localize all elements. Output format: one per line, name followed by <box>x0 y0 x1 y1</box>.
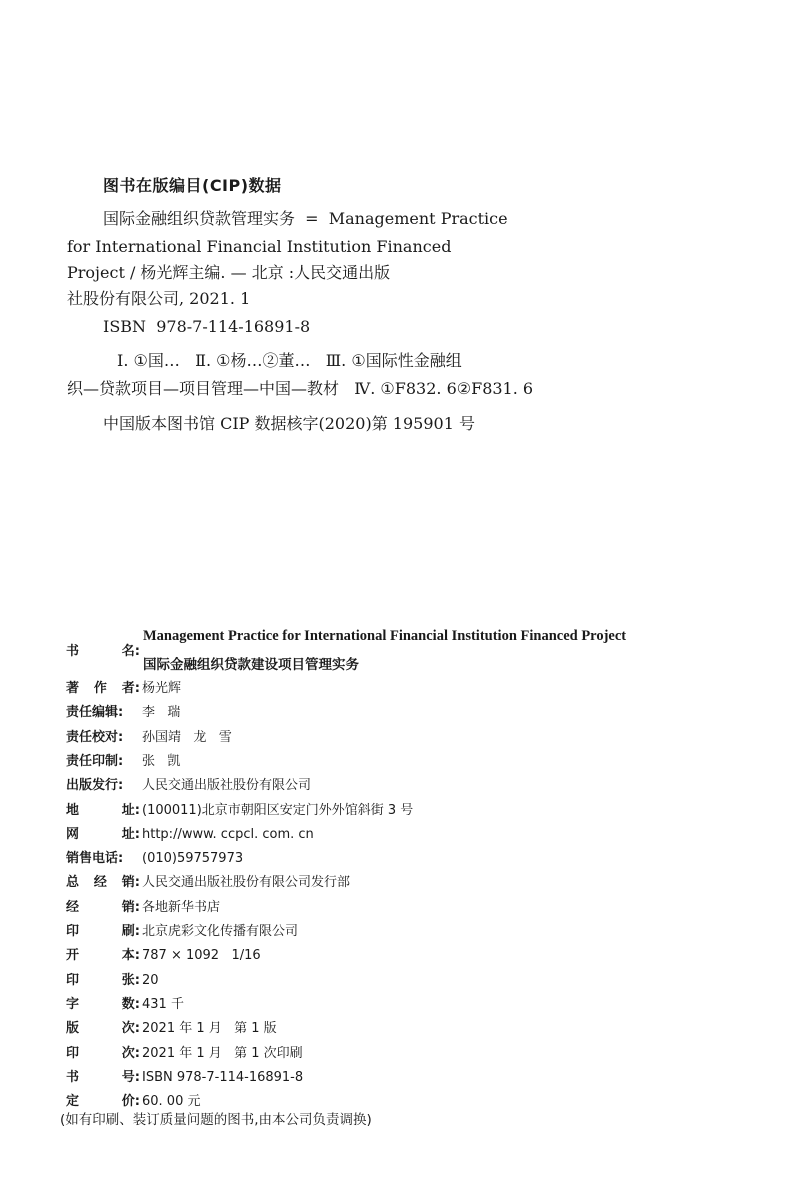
imprint-row <box>66 704 180 722</box>
imprint-row <box>66 729 232 747</box>
imprint-value: (100011)北京市朝阳区安定门外外馆斜街 3 号 <box>142 803 414 818</box>
imprint-label <box>66 850 142 868</box>
imprint-label <box>66 972 142 990</box>
imprint-label <box>66 729 142 747</box>
imprint-value: http://www. ccpcl. com. cn <box>142 827 314 842</box>
label-char: 销: <box>121 875 140 890</box>
label-char: 印 <box>66 924 80 939</box>
label-char: 张: <box>121 973 140 988</box>
imprint-row <box>66 1069 303 1087</box>
imprint-label <box>66 874 142 892</box>
imprint-label <box>66 996 142 1014</box>
label-char: 责任印制: <box>66 754 124 769</box>
imprint-value: 787 × 1092 1/16 <box>142 948 261 963</box>
label-char: 名: <box>121 644 140 659</box>
label-char: 次: <box>121 1046 140 1061</box>
imprint-value: 北京虎彩文化传播有限公司 <box>142 924 299 939</box>
imprint-label <box>66 826 142 844</box>
imprint-row <box>66 753 180 771</box>
imprint-value: 2021 年 1 月 第 1 次印刷 <box>142 1046 303 1061</box>
label-char: 书 <box>66 1070 80 1085</box>
label-char: 销售电话: <box>66 851 124 866</box>
imprint-row <box>66 996 184 1014</box>
imprint-value: 2021 年 1 月 第 1 版 <box>142 1021 277 1036</box>
label-char: 本: <box>121 948 140 963</box>
cip-isbn: ISBN 978-7-114-16891-8 <box>103 317 311 336</box>
imprint-row <box>66 923 298 941</box>
imprint-row <box>66 947 261 965</box>
label-char: 网 <box>66 827 80 842</box>
cip-line-1: 国际金融组织贷款管理实务 = Management Practice <box>103 209 508 228</box>
imprint-row <box>66 1045 303 1063</box>
imprint-label <box>66 899 142 917</box>
imprint-label <box>66 680 142 698</box>
cip-line-3: Project / 杨光辉主编. — 北京 :人民交通出版 <box>67 263 391 282</box>
imprint-label <box>66 704 142 722</box>
label-char: 经 <box>93 875 107 890</box>
cip-line-2: for International Financial Institution Financed <box>67 237 452 256</box>
label-char: 书 <box>66 644 80 659</box>
label-char: 责任校对: <box>66 730 124 745</box>
imprint-value: 李 瑞 <box>142 705 181 720</box>
cip-heading: 图书在版编目(CIP)数据 <box>103 176 282 195</box>
imprint-label <box>66 777 142 795</box>
label-char: 刷: <box>121 924 140 939</box>
imprint-row <box>66 680 181 698</box>
label-char: 责任编辑: <box>66 705 124 720</box>
cip-subject-line-2: 织—贷款项目—项目管理—中国—教材 Ⅳ. ①F832. 6②F831. 6 <box>67 379 534 398</box>
imprint-value: 杨光辉 <box>142 681 182 696</box>
label-char: 经 <box>66 900 80 915</box>
label-char: 址: <box>121 827 140 842</box>
label-char: 版 <box>66 1021 80 1036</box>
imprint-row <box>66 972 159 990</box>
label-char: 印 <box>66 1046 80 1061</box>
imprint-row <box>66 777 311 795</box>
label-char: 地 <box>66 803 80 818</box>
imprint-row <box>66 826 314 844</box>
imprint-label <box>66 947 142 965</box>
imprint-value: 20 <box>142 973 159 988</box>
label-char: 次: <box>121 1021 140 1036</box>
imprint-value: 人民交通出版社股份有限公司发行部 <box>142 875 351 890</box>
imprint-row <box>66 899 220 917</box>
label-char: 销: <box>121 900 140 915</box>
label-char: 价: <box>121 1094 140 1109</box>
imprint-value: 60. 00 元 <box>142 1094 201 1109</box>
imprint-row <box>66 850 243 868</box>
imprint-value: (010)59757973 <box>142 851 244 866</box>
label-char: 出版发行: <box>66 778 124 793</box>
book-title-chinese: 国际金融组织贷款建设项目管理实务 <box>143 657 359 673</box>
imprint-label <box>66 802 142 820</box>
imprint-label <box>66 923 142 941</box>
imprint-label <box>66 1045 142 1063</box>
imprint-row <box>66 1020 277 1038</box>
label-char: 著 <box>66 681 80 696</box>
label-char: 总 <box>66 875 80 890</box>
label-char: 数: <box>121 997 140 1012</box>
book-title-label <box>66 640 142 659</box>
imprint-label <box>66 753 142 771</box>
cip-subject-line-1: Ⅰ. ①国… Ⅱ. ①杨…②董… Ⅲ. ①国际性金融组 <box>117 351 462 370</box>
cip-record-number: 中国版本图书馆 CIP 数据核字(2020)第 195901 号 <box>103 414 475 433</box>
book-title-english: Management Practice for International Financial Institution Financed Project <box>143 628 627 644</box>
imprint-value: 人民交通出版社股份有限公司 <box>142 778 312 793</box>
quality-notice: (如有印刷、装订质量问题的图书,由本公司负责调换) <box>60 1112 372 1128</box>
cip-line-4: 社股份有限公司, 2021. 1 <box>67 289 251 308</box>
label-char: 字 <box>66 997 80 1012</box>
label-char: 号: <box>121 1070 140 1085</box>
imprint-row <box>66 874 350 892</box>
imprint-value: 张 凯 <box>142 754 181 769</box>
label-char: 开 <box>66 948 80 963</box>
imprint-value: 各地新华书店 <box>142 900 221 915</box>
label-char: 址: <box>121 803 140 818</box>
imprint-value: 431 千 <box>142 997 184 1012</box>
imprint-label <box>66 1069 142 1087</box>
imprint-row <box>66 802 413 820</box>
imprint-value: ISBN 978-7-114-16891-8 <box>142 1070 304 1085</box>
label-char: 印 <box>66 973 80 988</box>
label-char: 定 <box>66 1094 80 1109</box>
imprint-label <box>66 1020 142 1038</box>
label-char: 者: <box>121 681 140 696</box>
imprint-value: 孙国靖 龙 雪 <box>142 730 232 745</box>
label-char: 作 <box>93 681 107 696</box>
